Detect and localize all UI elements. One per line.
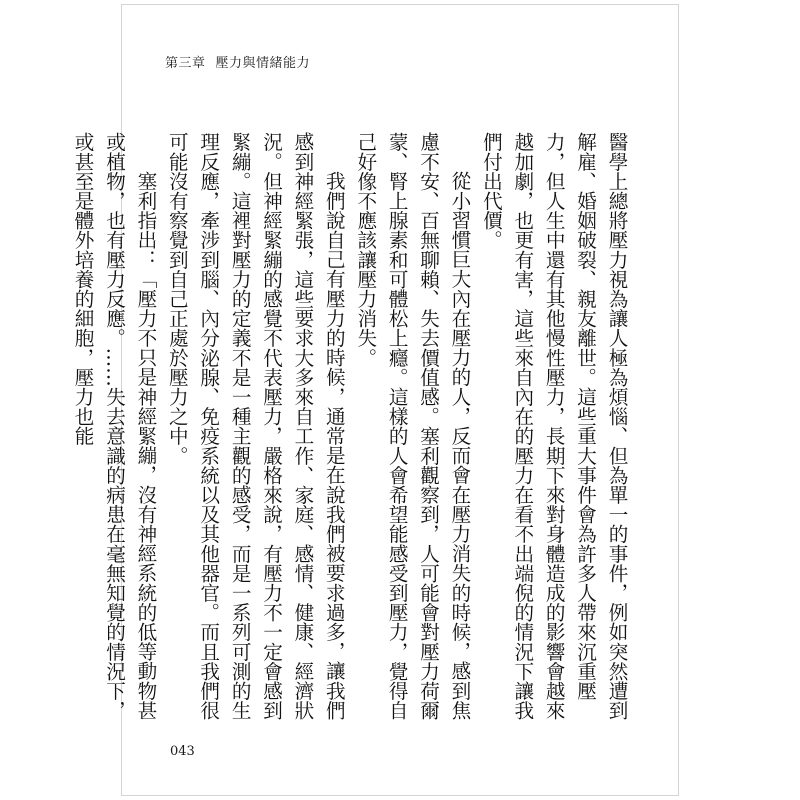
paragraph-1: 醫學上總將壓力視為讓人極為煩惱、但為單一的事件，例如突然遭到解雇、婚姻破裂、親友離世。這些重大事件會為許多人帶來沉重壓力，但人生中還有其他慢性壓力，長期下來對身體造成的影響會越來越加劇，也更有害，這些來自內在的壓力在看不出端倪的情況下讓我們付出代價。 <box>479 132 628 720</box>
paragraph-4: 塞利指出：「壓力不只是神經緊繃，沒有神經系統的低等動物甚或植物，也有壓力反應。……失去意識的病患在毫無知覺的情況下，或甚至是體外培養的細胞，壓力也能 <box>71 132 157 720</box>
chapter-title: 壓力與情緒能力 <box>215 56 311 71</box>
page-number: 043 <box>170 744 195 759</box>
running-header <box>165 52 310 71</box>
paragraph-2: 從小習慣巨大內在壓力的人，反而會在壓力消失的時候，感到焦慮不安、百無聊賴、失去價值感。塞利觀察到，人可能會對壓力荷爾蒙、腎上腺素和可體松上癮。這樣的人會希望能感受到壓力，覺得自己好像不應該讓壓力消失。 <box>353 132 471 720</box>
body-text <box>71 132 632 720</box>
paragraph-3: 我們說自己有壓力的時候，通常是在說我們被要求過多，讓我們感到神經緊張，這些要求大多來自工作、家庭、感情、健康、經濟狀況。但神經緊繃的感覺不代表壓力，嚴格來說，有壓力不一定會感到緊繃。這裡對壓力的定義不是一種主觀的感受，而是一系列可測的生理反應，牽涉到腦、內分泌腺、免疫系統以及其他器官。而且我們很可能沒有察覺到自己正處於壓力之中。 <box>165 132 346 720</box>
chapter-label: 第三章 <box>165 56 206 71</box>
